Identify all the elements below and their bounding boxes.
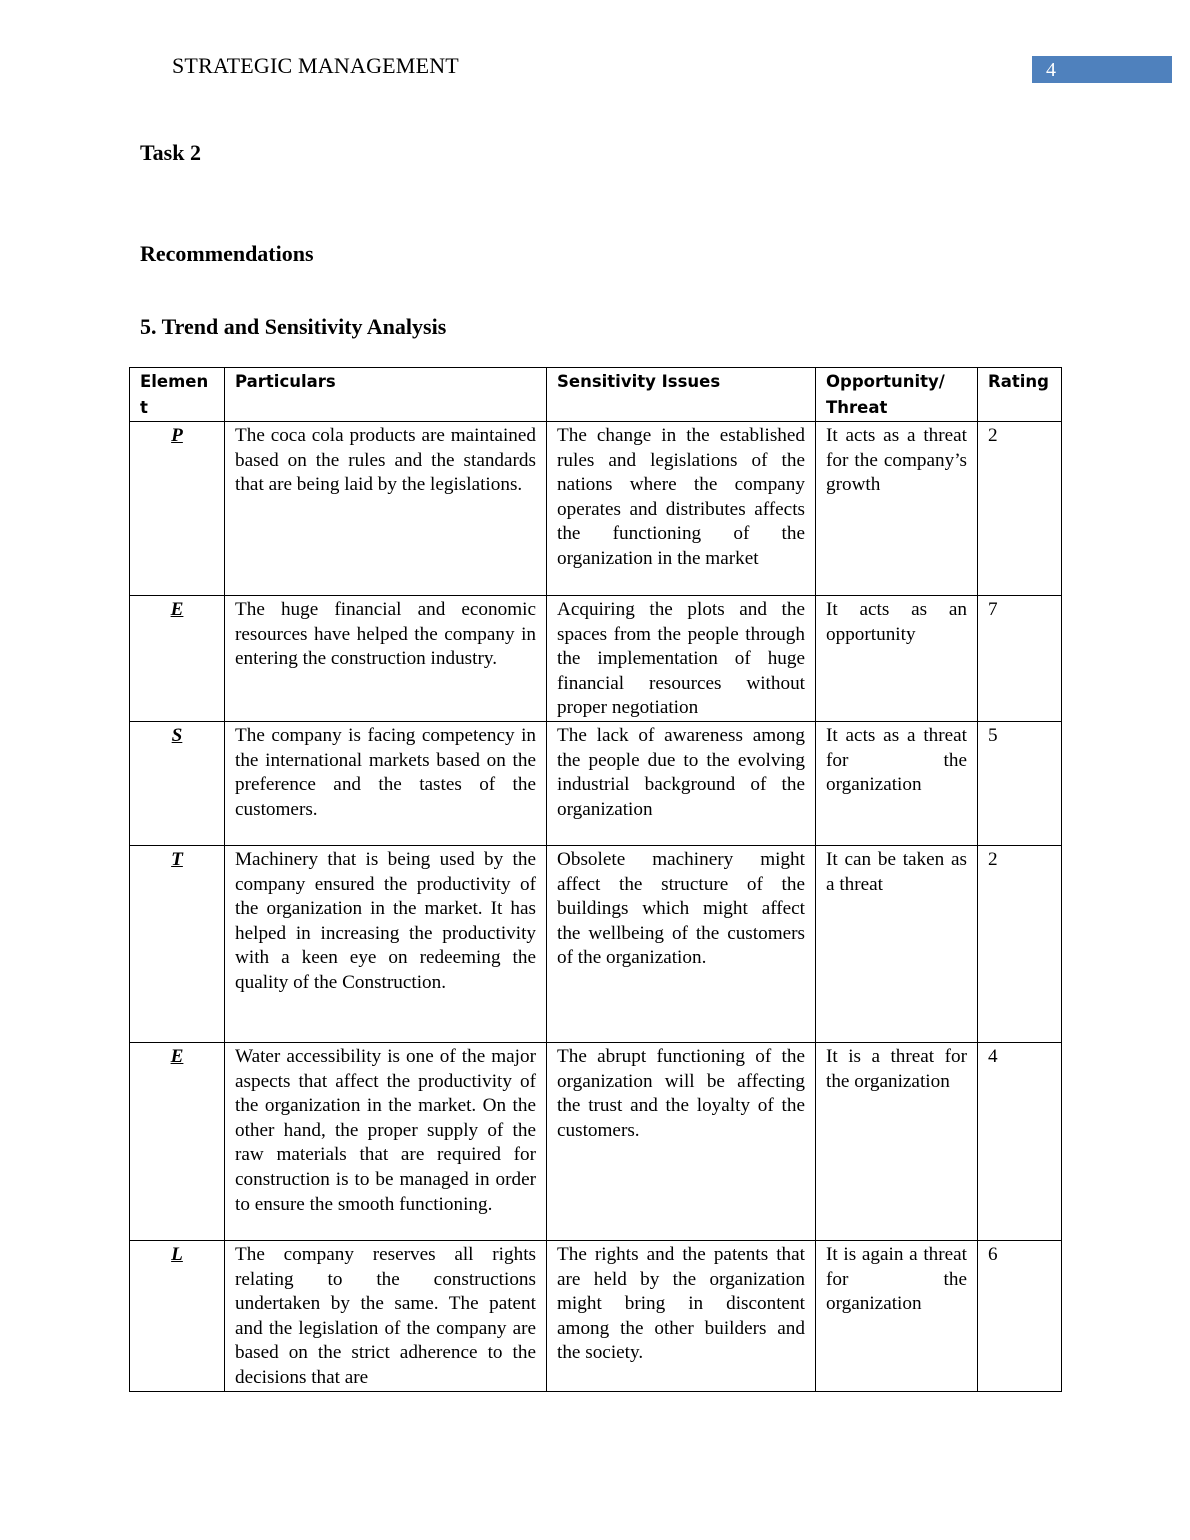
table-row <box>130 845 1062 1042</box>
element-cell: T <box>130 845 225 1042</box>
pest-analysis-table <box>129 367 1062 1392</box>
table-row <box>130 596 1062 722</box>
rating-cell: 2 <box>978 845 1062 1042</box>
table-row <box>130 422 1062 596</box>
element-cell: E <box>130 1042 225 1240</box>
opportunity-cell: It is a threat for the organization <box>816 1042 978 1240</box>
opportunity-cell: It can be taken as a threat <box>816 845 978 1042</box>
table-row <box>130 1240 1062 1391</box>
sensitivity-cell: The rights and the patents that are held by the organization might bring in discontent among the other builders and the society. <box>547 1240 816 1391</box>
sensitivity-cell: The change in the established rules and legislations of the nations where the company operates and distributes affects the functioning of the organization in the market <box>547 422 816 596</box>
task-heading: Task 2 <box>140 140 201 165</box>
particulars-cell: The company reserves all rights relating to the constructions undertaken by the same. The patent and the legislation of the company are based on the strict adherence to the decisions that are <box>225 1240 547 1391</box>
column-header-rating: Rating <box>978 368 1062 422</box>
sensitivity-cell: Obsolete machinery might affect the structure of the buildings which might affect the wellbeing of the customers of the organization. <box>547 845 816 1042</box>
table-row <box>130 721 1062 845</box>
column-header-opportunity: Opportunity/ Threat <box>816 368 978 422</box>
opportunity-cell: It acts as a threat for the organization <box>816 721 978 845</box>
particulars-cell: The huge financial and economic resources have helped the company in entering the construction industry. <box>225 596 547 722</box>
particulars-cell: The company is facing competency in the international markets based on the preference and the tastes of the customers. <box>225 721 547 845</box>
column-header-element: Elemen t <box>130 368 225 422</box>
rating-cell: 4 <box>978 1042 1062 1240</box>
table-row <box>130 1042 1062 1240</box>
sensitivity-cell: Acquiring the plots and the spaces from the people through the implementation of huge financial resources without proper negotiation <box>547 596 816 722</box>
trend-analysis-heading: 5. Trend and Sensitivity Analysis <box>140 314 447 339</box>
column-header-sensitivity: Sensitivity Issues <box>547 368 816 422</box>
recommendations-heading: Recommendations <box>140 241 314 266</box>
table-header-row <box>130 368 1062 422</box>
particulars-cell: The coca cola products are maintained based on the rules and the standards that are being laid by the legislations. <box>225 422 547 596</box>
page-number-badge: 4 <box>1032 56 1172 83</box>
sensitivity-cell: The lack of awareness among the people due to the evolving industrial background of the organization <box>547 721 816 845</box>
rating-cell: 5 <box>978 721 1062 845</box>
running-header-title: STRATEGIC MANAGEMENT <box>172 53 459 78</box>
opportunity-cell: It acts as a threat for the company’s growth <box>816 422 978 596</box>
rating-cell: 6 <box>978 1240 1062 1391</box>
particulars-cell: Water accessibility is one of the major aspects that affect the productivity of the organization in the market. On the other hand, the proper supply of the raw materials that are required for construction is to be managed in order to ensure the smooth functioning. <box>225 1042 547 1240</box>
element-cell: S <box>130 721 225 845</box>
opportunity-cell: It acts as an opportunity <box>816 596 978 722</box>
rating-cell: 7 <box>978 596 1062 722</box>
element-cell: P <box>130 422 225 596</box>
opportunity-cell: It is again a threat for the organization <box>816 1240 978 1391</box>
rating-cell: 2 <box>978 422 1062 596</box>
column-header-particulars: Particulars <box>225 368 547 422</box>
particulars-cell: Machinery that is being used by the company ensured the productivity of the organization in the market. It has helped in increasing the productivity with a keen eye on redeeming the quality of the Construction. <box>225 845 547 1042</box>
element-cell: E <box>130 596 225 722</box>
element-cell: L <box>130 1240 225 1391</box>
sensitivity-cell: The abrupt functioning of the organization will be affecting the trust and the loyalty of the customers. <box>547 1042 816 1240</box>
